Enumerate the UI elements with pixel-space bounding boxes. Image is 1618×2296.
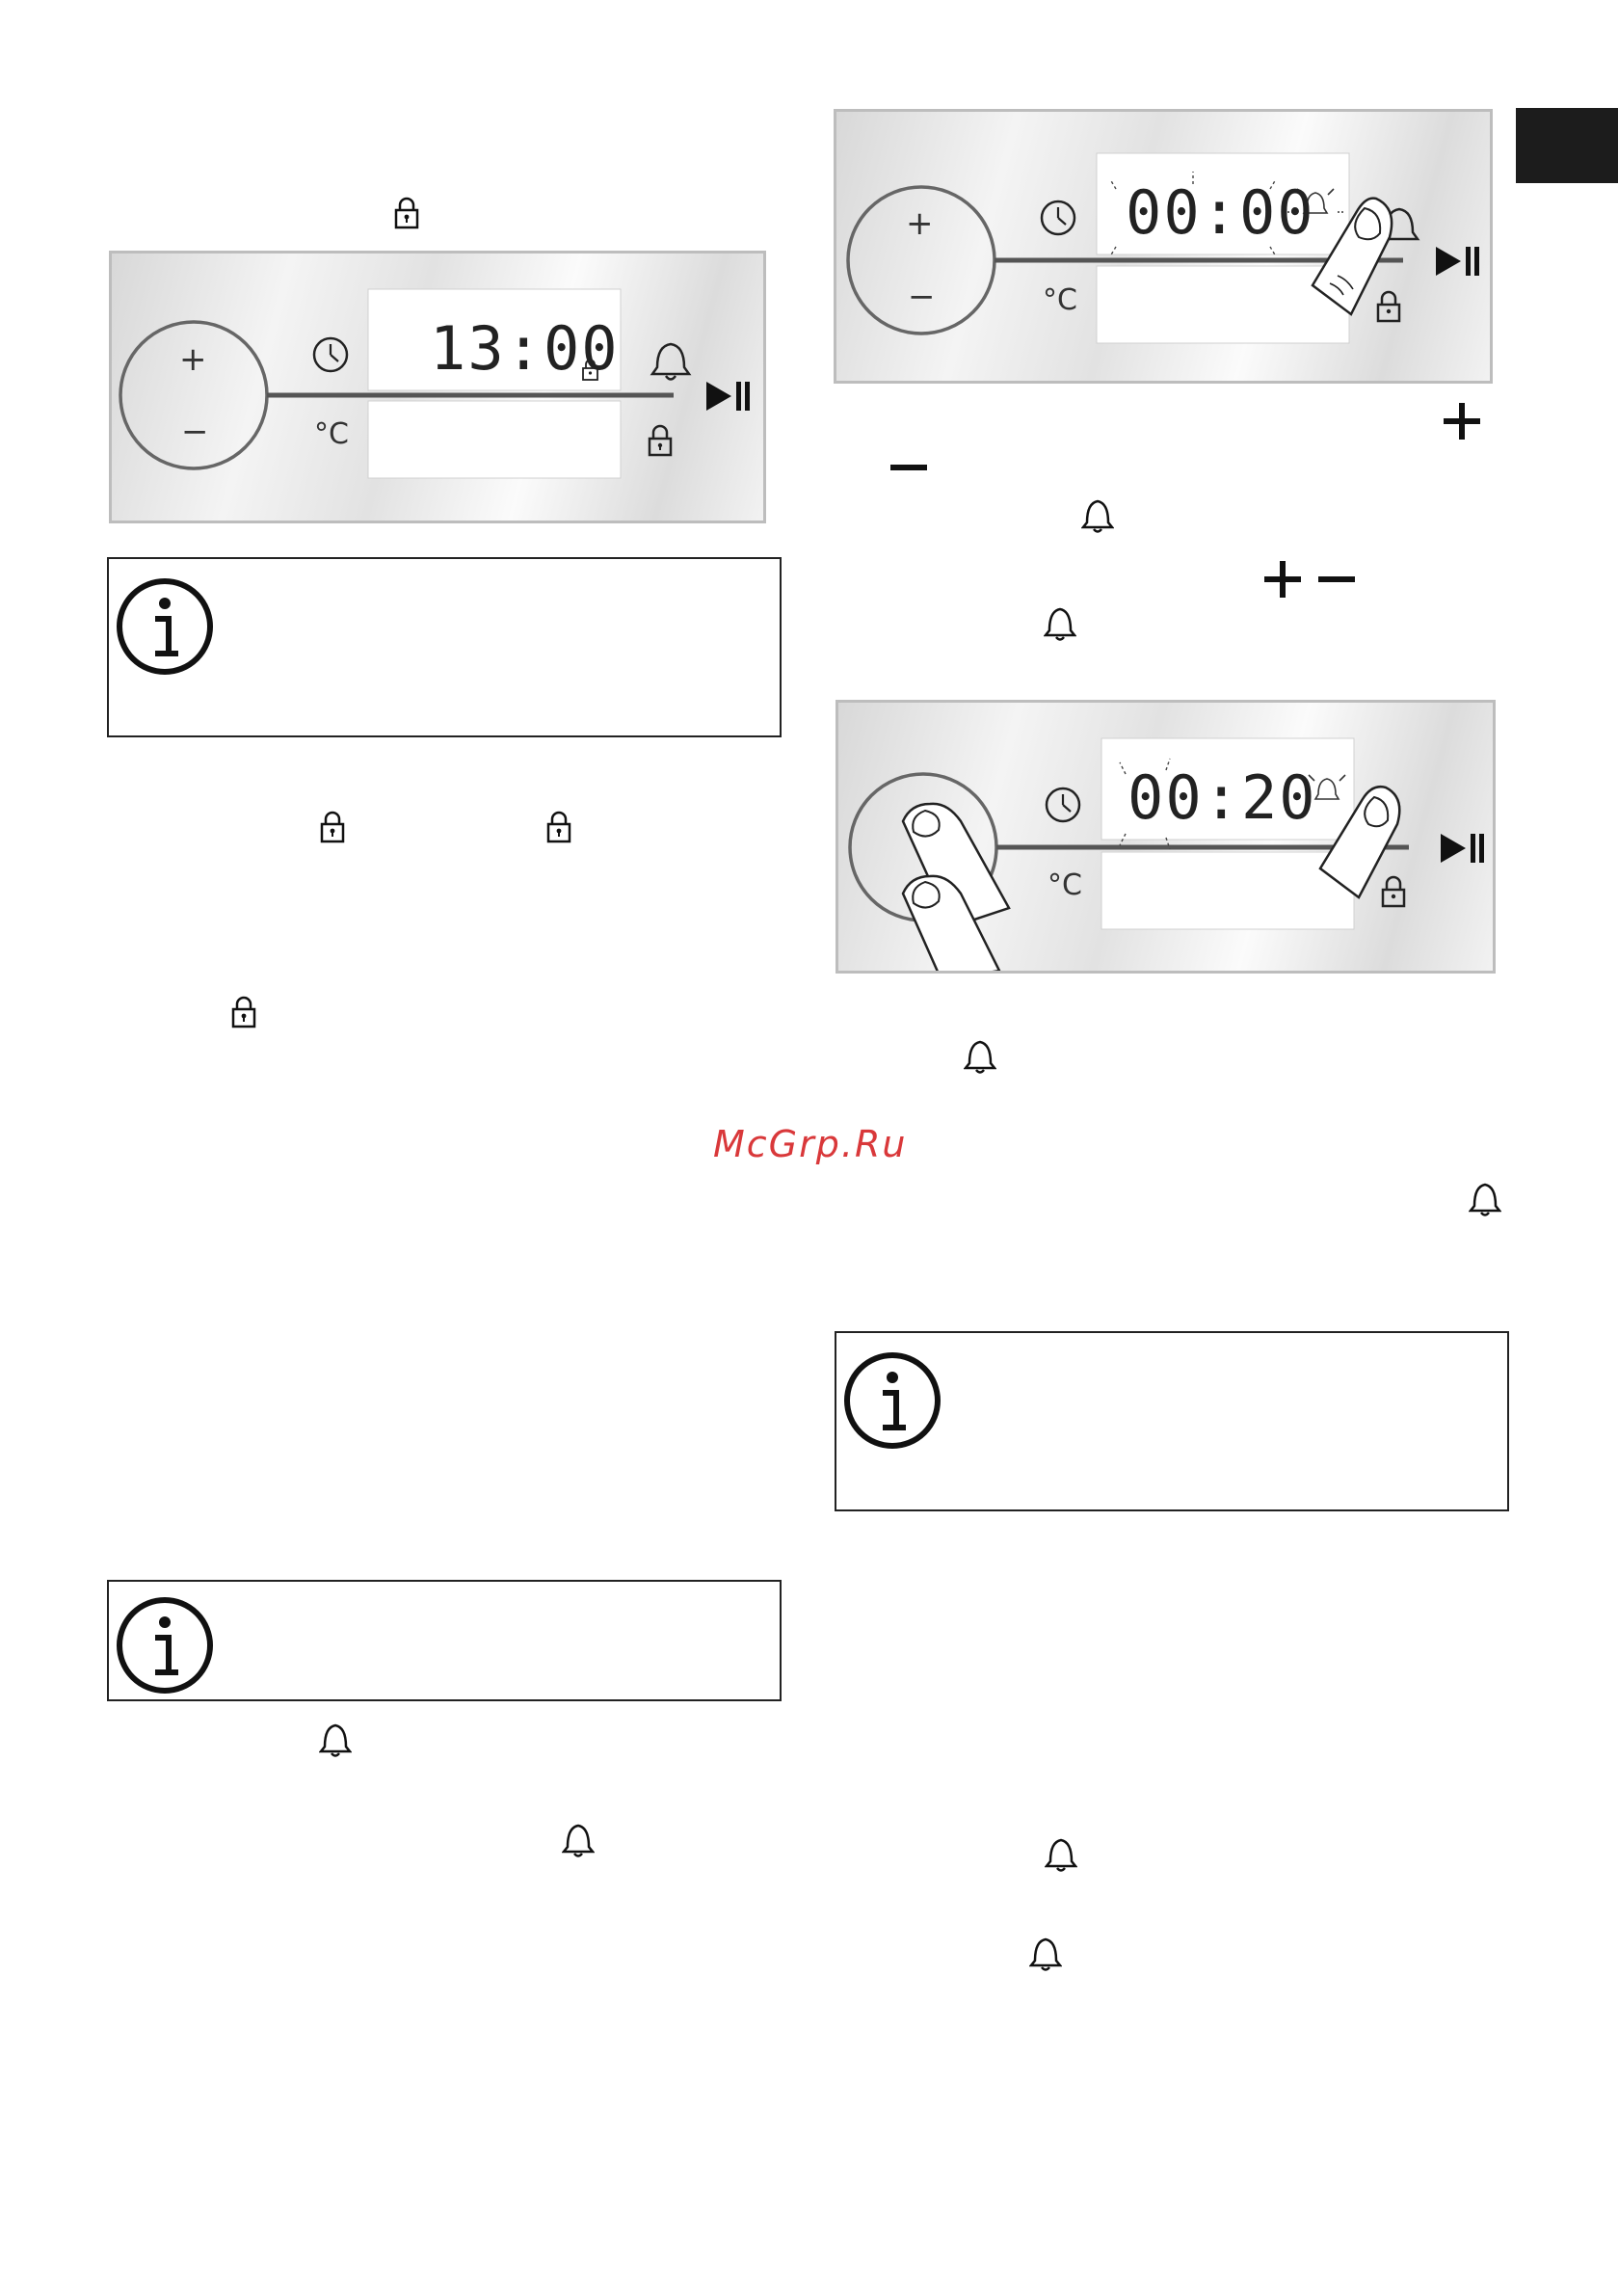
bell-icon (964, 1038, 996, 1075)
play-pause-icon[interactable] (1441, 834, 1484, 863)
lock-icon[interactable] (650, 426, 671, 455)
celsius-label: °C (1048, 868, 1082, 902)
minus-label: − (908, 278, 936, 316)
lock-icon (229, 995, 258, 1029)
bell-icon (1045, 1836, 1077, 1873)
plus-icon (1262, 559, 1303, 600)
control-panel-locked (109, 251, 766, 523)
bell-icon (1081, 497, 1114, 534)
play-pause-icon[interactable] (706, 382, 750, 411)
info-note-1 (107, 557, 782, 737)
info-note-3 (107, 1580, 782, 1701)
clock-icon[interactable] (314, 338, 347, 371)
info-icon (115, 1595, 215, 1695)
bell-icon[interactable] (652, 344, 689, 380)
time-display: 00:20 (1127, 762, 1317, 833)
section-tab (1516, 108, 1618, 183)
info-icon (115, 576, 215, 677)
lock-icon (318, 810, 347, 844)
minus-icon (889, 462, 929, 473)
celsius-label: °C (314, 417, 349, 451)
lock-icon (544, 810, 573, 844)
time-display: 00:00 (1126, 177, 1315, 248)
clock-icon[interactable] (1047, 788, 1079, 821)
control-panel-adjust-alarm (836, 700, 1496, 974)
plus-label: + (179, 340, 207, 379)
watermark: McGrp.Ru (713, 1123, 908, 1165)
plus-label: + (906, 204, 934, 243)
plus-icon (1442, 401, 1482, 441)
play-pause-icon[interactable] (1436, 247, 1479, 276)
info-icon (842, 1350, 942, 1451)
bell-icon (1029, 1936, 1062, 1972)
bell-icon (562, 1822, 595, 1858)
minus-icon (1316, 574, 1357, 585)
bell-icon (1044, 605, 1076, 642)
lock-icon[interactable] (1383, 877, 1404, 906)
minus-label: − (181, 413, 209, 451)
celsius-label: °C (1043, 283, 1077, 317)
lock-icon[interactable] (1378, 292, 1399, 321)
control-panel-alarm-set (834, 109, 1493, 384)
clock-icon[interactable] (1042, 201, 1074, 234)
bell-icon (1469, 1181, 1501, 1217)
info-note-2 (835, 1331, 1509, 1511)
bell-icon (319, 1722, 352, 1758)
time-display: 13:00 (430, 313, 620, 384)
lock-icon (392, 196, 421, 230)
